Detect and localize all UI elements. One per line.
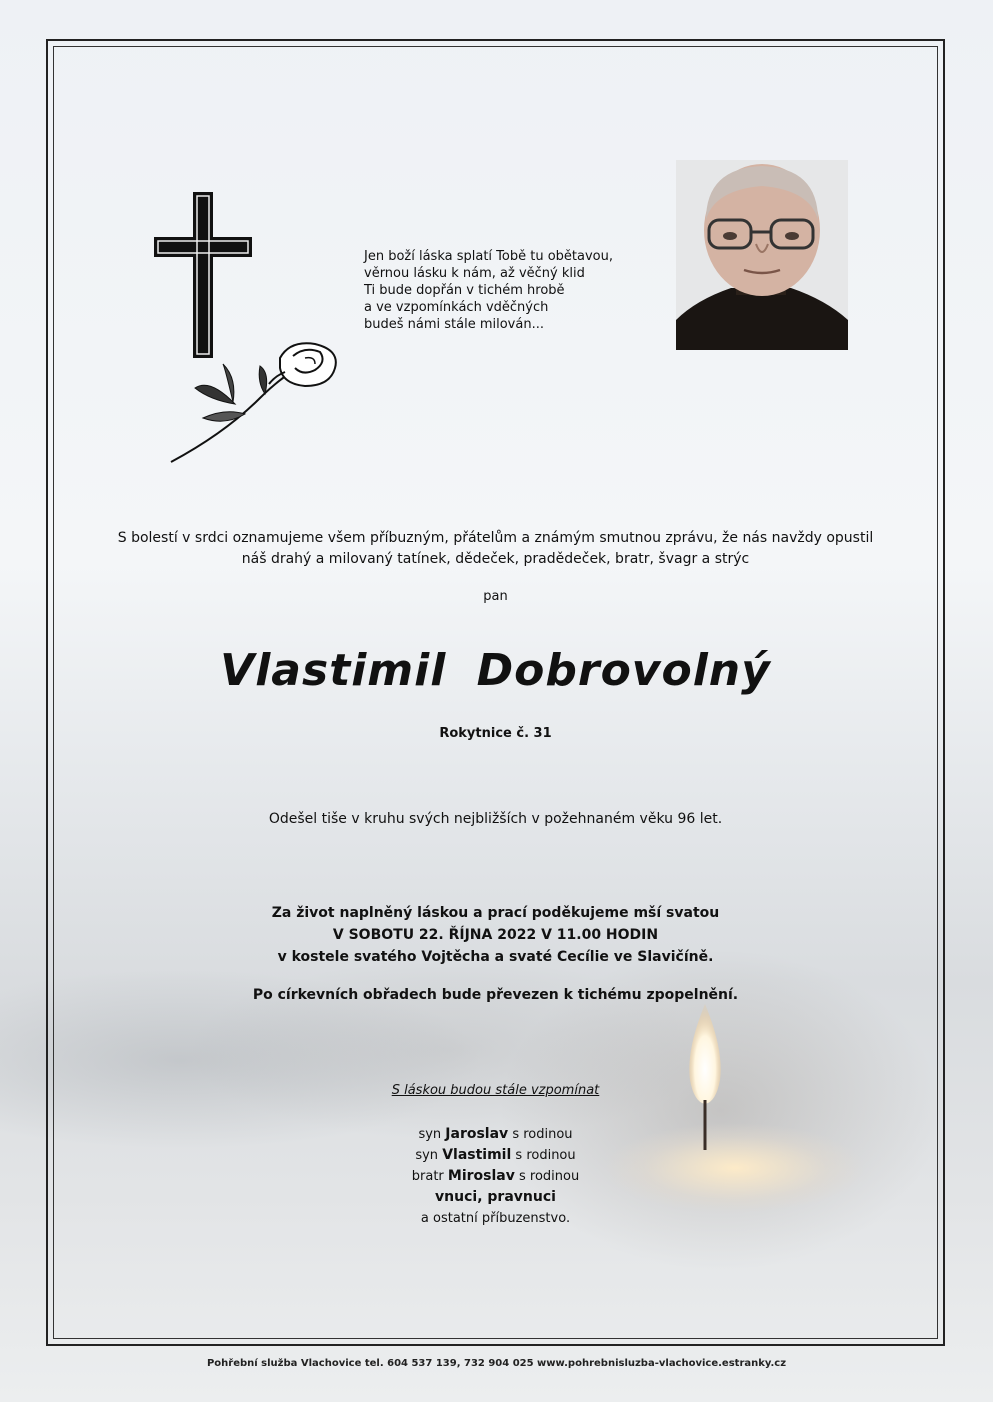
poem-line: věrnou lásku k nám, až věčný klid [364,266,585,281]
deceased-name: Vlastimil Dobrovolný [220,645,771,696]
poem-line: budeš námi stále milován... [364,317,544,332]
deceased-address: Rokytnice č. 31 [439,726,552,741]
poem [364,248,654,333]
poem-line: Ti bude dopřán v tichém hrobě [364,283,565,298]
mourner-entry [53,1124,938,1145]
mourner-name: Vlastimil [442,1147,512,1163]
portrait-photo [676,160,848,350]
mourner-relation: bratr [411,1169,448,1184]
mourner-name: Jaroslav [445,1126,509,1142]
mourner-name: Miroslav [447,1168,515,1184]
remembrance-heading-text: S láskou budou stále vzpomínat [391,1083,600,1098]
cross-icon [153,191,253,359]
mourner-entry [53,1166,938,1187]
mourner-relation: syn [415,1148,443,1163]
poem-line: Jen boží láska splatí Tobě tu obětavou, [364,249,613,264]
mourner-suffix: s rodinou [508,1127,573,1142]
funeral-service-footer: Pohřební služba Vlachovice tel. 604 537 139, 732 904 025 www.pohrebnisluzba-vlachovice.estranky.cz [206,1358,787,1369]
rose-icon [165,338,345,468]
mourner-suffix: s rodinou [511,1148,576,1163]
ceremony-line-2: V SOBOTU 22. ŘÍJNA 2022 V 11.00 HODIN [332,927,659,943]
salutation: pan [483,589,508,604]
mourner-relation: syn [418,1127,446,1142]
ceremony-line-3: v kostele svatého Vojtěcha a svaté Cecílie ve Slavičíně. [277,949,714,965]
remembrance-heading [53,1083,938,1098]
announcement-line-1: S bolestí v srdci oznamujeme všem příbuzným, přátelům a známým smutnou zprávu, že nás navždy opustil [117,530,874,546]
poem-line: a ve vzpomínkách vděčných [364,300,549,315]
ceremony-info [53,902,938,968]
other-relatives: a ostatní příbuzenstvo. [420,1211,571,1226]
grandchildren: vnuci, pravnuci [435,1189,556,1205]
cremation-text: Po církevních obřadech bude převezen k tichému zpopelnění. [252,987,739,1003]
ceremony-line-1: Za život naplněný láskou a prací poděkujeme mší svatou [271,905,720,921]
announcement [53,528,938,570]
mourner-entry [53,1145,938,1166]
departed-text: Odešel tiše v kruhu svých nejbližších v požehnaném věku 96 let. [268,811,723,827]
mourners-list [53,1124,938,1229]
announcement-line-2: náš drahý a milovaný tatínek, dědeček, pradědeček, bratr, švagr a strýc [241,551,750,567]
mourner-suffix: s rodinou [514,1169,580,1184]
